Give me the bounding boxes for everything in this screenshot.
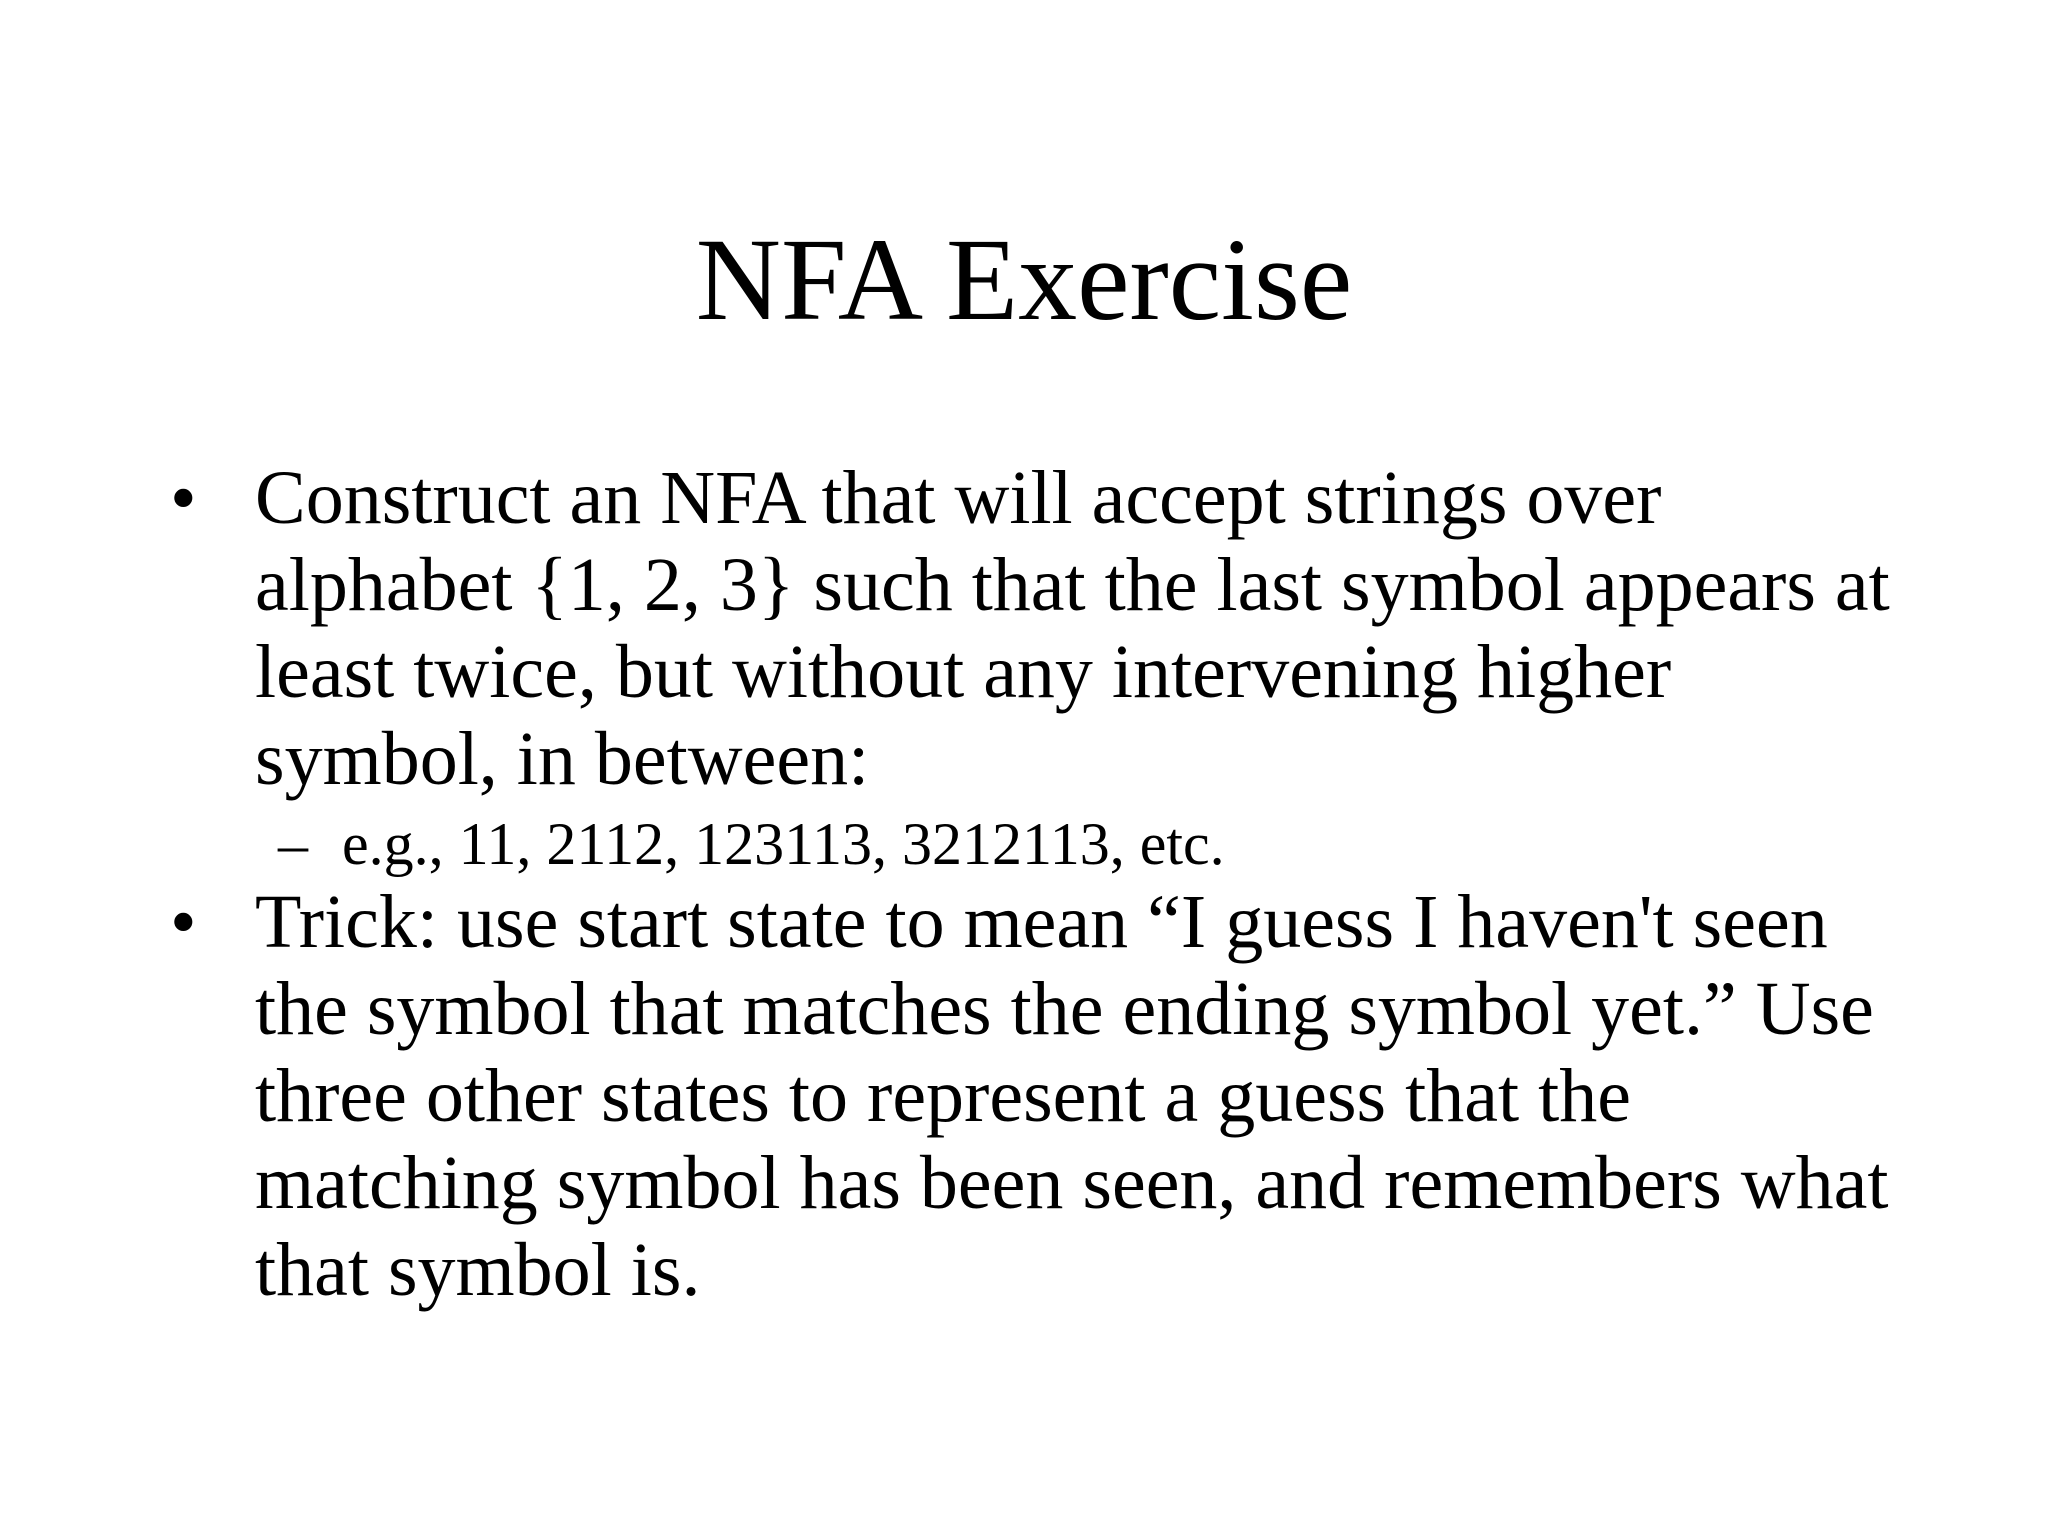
slide-title: NFA Exercise (695, 214, 1353, 345)
bullet-text: Trick: use start state to mean “I guess I haven't seen the symbol that matches the ending symbol yet.” Use three other states to represent a guess that the matching symbol has been seen, and remembers what that symbol is. (255, 880, 1889, 1312)
bullet-item (170, 879, 1890, 1314)
bullet-text: Construct an NFA that will accept strings over alphabet {1, 2, 3} such that the last symbol appears at least twice, but without any intervening higher symbol, in between: (255, 456, 1890, 801)
sub-bullet-text: e.g., 11, 2112, 123113, 3212113, etc. (342, 811, 1225, 877)
bullet-dot-icon: • (170, 456, 197, 540)
bullet-item (170, 455, 1890, 803)
dash-icon: – (278, 811, 308, 877)
slide-body (170, 455, 1890, 1314)
bullet-dot-icon: • (170, 880, 197, 964)
sub-bullet-item (170, 809, 1890, 879)
